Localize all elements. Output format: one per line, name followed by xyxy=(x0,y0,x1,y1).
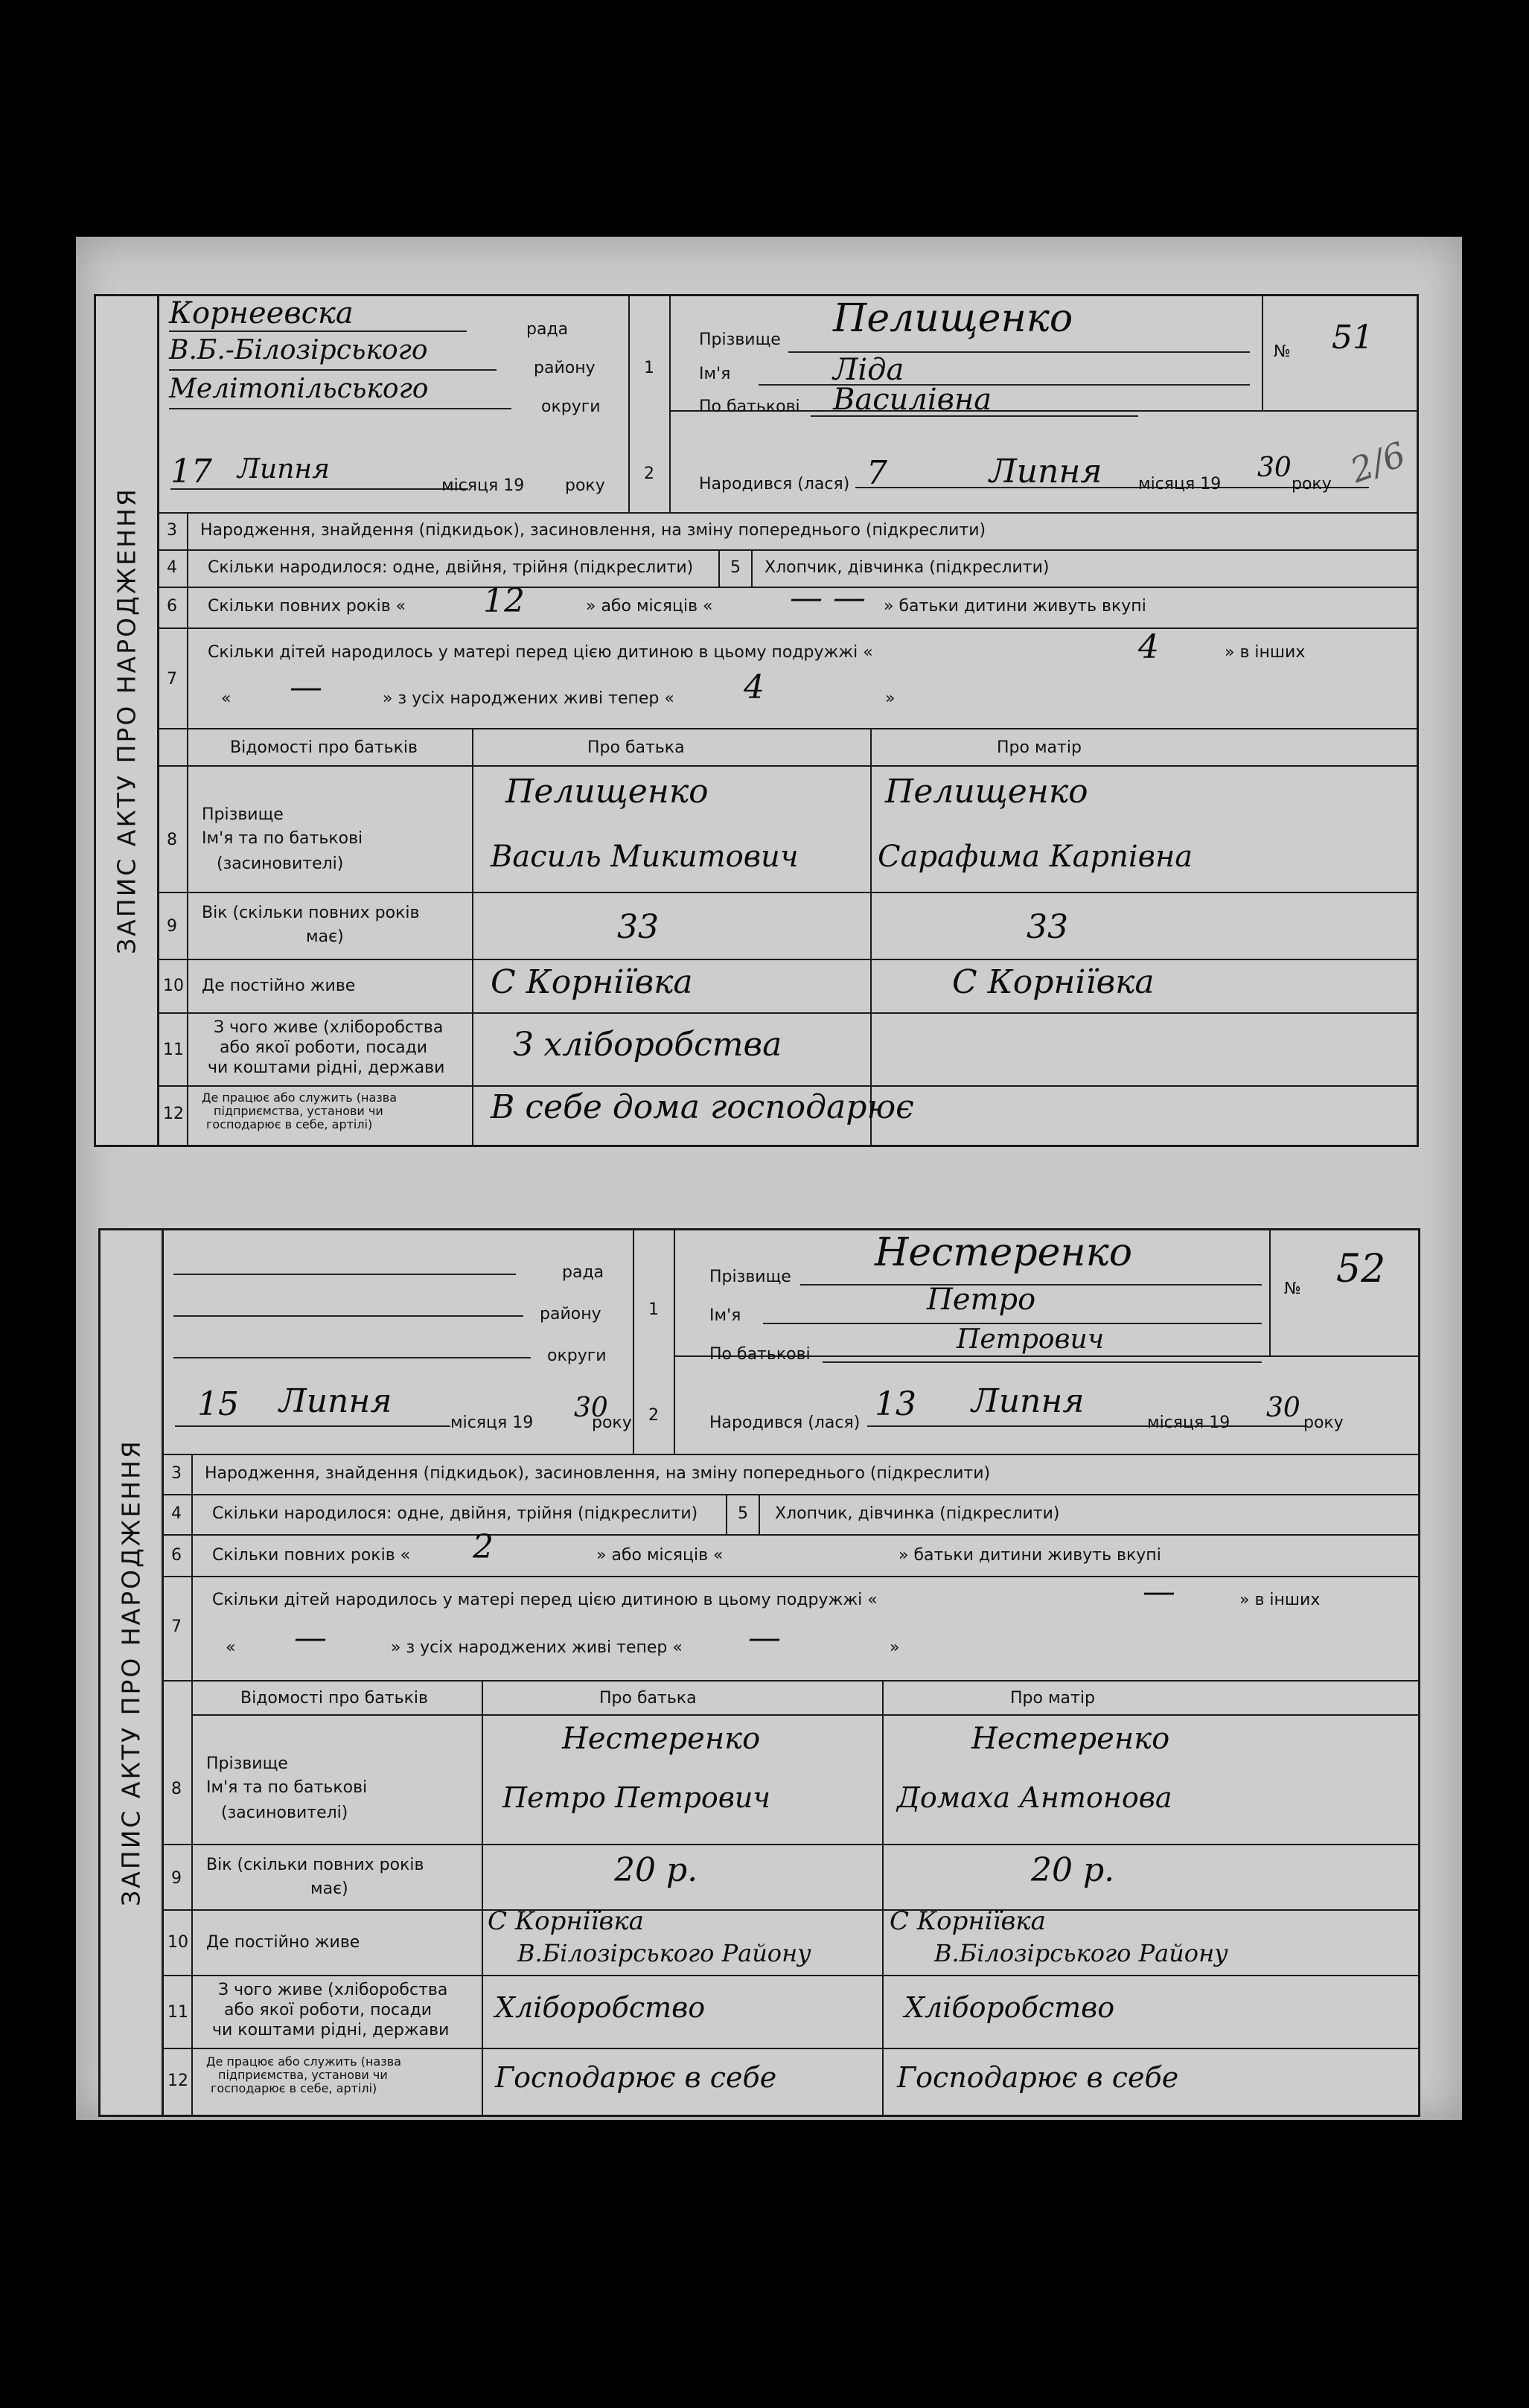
children-others: — xyxy=(294,1619,327,1657)
mother-age: 33 xyxy=(1027,908,1068,946)
father-residence: С Корніївка xyxy=(488,1906,644,1936)
region-value: Мелітопільського xyxy=(169,374,429,404)
father-header: Про батька xyxy=(599,1689,697,1708)
row4-label: Скільки народилося: одне, двійня, трійня (підкреслити) xyxy=(212,1504,698,1523)
years-together: 2 xyxy=(473,1528,494,1566)
council-label: рада xyxy=(562,1263,604,1282)
mother-residence: С Корніївка xyxy=(952,963,1155,1001)
month-label: місяця 19 xyxy=(441,476,525,495)
district-value: В.Б.-Білозірського xyxy=(169,335,428,365)
patronymic-label: По батькові xyxy=(699,397,800,416)
mother-header: Про матір xyxy=(997,738,1082,757)
number-label: № xyxy=(1274,342,1291,361)
row7-label-a: Скільки дітей народилось у матері перед цією дитиною в цьому подружжі « xyxy=(212,1591,878,1609)
row3-label: Народження, знайдення (підкидьок), засиновлення, на зміну попереднього (підкреслити) xyxy=(200,521,986,540)
child-patronymic: Петрович xyxy=(957,1324,1105,1355)
child-surname: Пелищенко xyxy=(833,296,1073,341)
months-together: — — xyxy=(790,579,866,617)
birth-month: Липня xyxy=(971,1382,1085,1420)
mother-residence: С Корніївка xyxy=(890,1906,1046,1936)
registration-day: 15 xyxy=(197,1385,239,1423)
years-together: 12 xyxy=(483,582,525,620)
region-label: округи xyxy=(547,1347,607,1365)
father-district: В.Білозірського Району xyxy=(517,1939,811,1967)
father-surname: Пелищенко xyxy=(505,773,709,811)
mother-surname: Пелищенко xyxy=(885,773,1088,811)
record-number: 52 xyxy=(1336,1247,1386,1291)
child-patronymic: Василівна xyxy=(833,383,992,417)
name-label: Ім'я xyxy=(709,1306,741,1325)
mother-header: Про матір xyxy=(1010,1689,1095,1708)
mother-age: 20 р. xyxy=(1031,1851,1115,1889)
mother-name: Сарафима Карпівна xyxy=(878,840,1193,874)
workplace: В себе дома господарює xyxy=(491,1088,914,1126)
district-label: району xyxy=(540,1305,601,1323)
mother-district: В.Білозірського Району xyxy=(934,1939,1228,1967)
parents-header: Відомості про батьків xyxy=(240,1689,428,1708)
registration-year: 30 xyxy=(574,1393,608,1423)
council-label: рада xyxy=(526,320,569,339)
father-age: 33 xyxy=(617,908,659,946)
row6-label-a: Скільки повних років « xyxy=(208,597,406,616)
livelihood: З хліборобства xyxy=(513,1026,782,1064)
number-label: № xyxy=(1284,1280,1301,1298)
row7-label-a: Скільки дітей народилось у матері перед цією дитиною в цьому подружжі « xyxy=(208,643,873,662)
born-label: Народився (лася) xyxy=(709,1414,861,1432)
born-label: Народився (лася) xyxy=(699,475,850,494)
name-label: Ім'я xyxy=(699,365,731,383)
father-residence: С Корніївка xyxy=(491,963,693,1001)
father-age: 20 р. xyxy=(614,1851,698,1889)
registration-month: Липня xyxy=(237,454,330,485)
birth-year: 30 xyxy=(1266,1393,1300,1423)
month-label: місяця 19 xyxy=(450,1414,534,1432)
margin-note: 2/6 xyxy=(1344,433,1411,491)
father-surname: Нестеренко xyxy=(562,1722,761,1756)
surname-label: Прізвище xyxy=(699,330,781,349)
row6-label-a: Скільки повних років « xyxy=(212,1546,411,1565)
alive-now: — xyxy=(748,1619,781,1657)
patronymic-label: По батькові xyxy=(709,1345,811,1364)
mother-name: Домаха Антонова xyxy=(897,1781,1172,1814)
row5-label: Хлопчик, дівчинка (підкреслити) xyxy=(775,1504,1060,1523)
alive-now: 4 xyxy=(744,668,764,706)
children-before: — xyxy=(1143,1573,1175,1611)
father-workplace: Господарює в себе xyxy=(495,2061,777,2094)
birth-day: 7 xyxy=(866,454,887,492)
surname-label: Прізвище xyxy=(709,1268,791,1286)
council-value: Корнеевска xyxy=(169,296,354,330)
row5-label: Хлопчик, дівчинка (підкреслити) xyxy=(764,558,1050,577)
mother-surname: Нестеренко xyxy=(971,1722,1170,1756)
registration-day: 17 xyxy=(170,453,212,491)
vertical-title: ЗАПИС АКТУ ПРО НАРОДЖЕННЯ xyxy=(96,296,159,1145)
father-livelihood: Хліборобство xyxy=(495,1991,706,2024)
birth-record-52: ЗАПИС АКТУ ПРО НАРОДЖЕННЯ рада району округи 15 Липня місяця 19 30 року 1 2 Прізвище Нестеренко Ім'я Петро По батькові Петрович № 52 Народився (лася) 13 Липня місяця 19 30 року 3 Народження, знайдення (підкидьок), засиновлення, на зміну попереднього (підкреслити) 4 Скільки народилося: одне, двійня, трійня (підкреслити) 5 Хлопчик, дівчинка (підкреслити) 6 Скільки повних років « 2 » або місяців « » батьки дитини живуть вкупі 7 Скільки дітей народилось у матері перед цією дитиною в цьому подружжі « — » в інших « — » з усіх народжених живі тепер « — » Відомості про батьків Про батька Про матір 8 Прізвище Ім'я та по батькові (засиновителі) Нестеренко Петро Петрович Нестеренко Домаха Антонова 9 Вік (скільки повних років має) 20 р. 20 р. 10 Де постійно живе С Корніївка В.Білозірського Району С Корніївка В.Білозірського Району 11 З чого живе (хліборобства або якої роботи, посади чи коштами рідні, держави Хліборобство Хліборобство 12 Де працює або служить (назва підприємства, установи чи господарює в себе, артілі) Господарює в себе Господарює в себе xyxy=(98,1228,1420,2117)
district-label: району xyxy=(534,359,596,377)
region-label: округи xyxy=(541,397,601,416)
parents-header: Відомості про батьків xyxy=(230,738,418,757)
mother-workplace: Господарює в себе xyxy=(897,2061,1179,2094)
registration-month: Липня xyxy=(279,1382,392,1420)
children-before: 4 xyxy=(1138,628,1159,666)
birth-year: 30 xyxy=(1257,453,1292,483)
mother-livelihood: Хліборобство xyxy=(904,1991,1115,2024)
birth-month: Липня xyxy=(989,453,1102,491)
row4-label: Скільки народилося: одне, двійня, трійня (підкреслити) xyxy=(208,558,694,577)
birth-record-51: ЗАПИС АКТУ ПРО НАРОДЖЕННЯ Корнеевска рада В.Б.-Білозірського району Мелітопільського округи 17 Липня місяця 19 року 1 2 Прізвище Пелищенко Ім'я Ліда По батькові Василівна № 51 Народився (лася) 7 Липня місяця 19 30 року 2/6 3 Народження, знайдення (підкидьок), засиновлення, на зміну попереднього (підкреслити) 4 Скільки народилося: одне, двійня, трійня (підкреслити) 5 Хлопчик, дівчинка (підкреслити) 6 Скільки повних років « 12 » або місяців « — — » батьки дитини живуть вкупі 7 Скільки дітей народилось у матері перед цією дитиною в цьому подружжі « 4 » в інших « — » з усіх народжених живі тепер « 4 » Відомості про батьків Про батька Про матір 8 Прізвище Ім'я та по батькові (засиновителі) Пелищенко Василь Микитович Пелищенко Сарафима Карпівна 9 Вік (скільки повних років має) 33 33 10 Де постійно живе С Корніївка С Корніївка 11 З чого живе (хліборобства або якої роботи, посади чи коштами рідні, держави З хліборобства 12 Де працює або служить (назва підприємства, установи чи господарює в себе, артілі) В себе дома господарює xyxy=(94,294,1419,1147)
father-name: Петро Петрович xyxy=(502,1781,771,1814)
child-name: Ліда xyxy=(833,353,904,387)
child-surname: Нестеренко xyxy=(875,1230,1132,1275)
vertical-title: ЗАПИС АКТУ ПРО НАРОДЖЕННЯ xyxy=(100,1230,164,2115)
children-others: — xyxy=(290,668,322,706)
row3-label: Народження, знайдення (підкидьок), засиновлення, на зміну попереднього (підкреслити) xyxy=(205,1464,991,1483)
child-name: Петро xyxy=(927,1283,1036,1317)
father-name: Василь Микитович xyxy=(491,840,799,874)
year-label: року xyxy=(592,1414,632,1432)
record-number: 51 xyxy=(1332,319,1373,357)
birth-day: 13 xyxy=(875,1385,916,1423)
year-label: року xyxy=(565,476,605,495)
father-header: Про батька xyxy=(587,738,685,757)
